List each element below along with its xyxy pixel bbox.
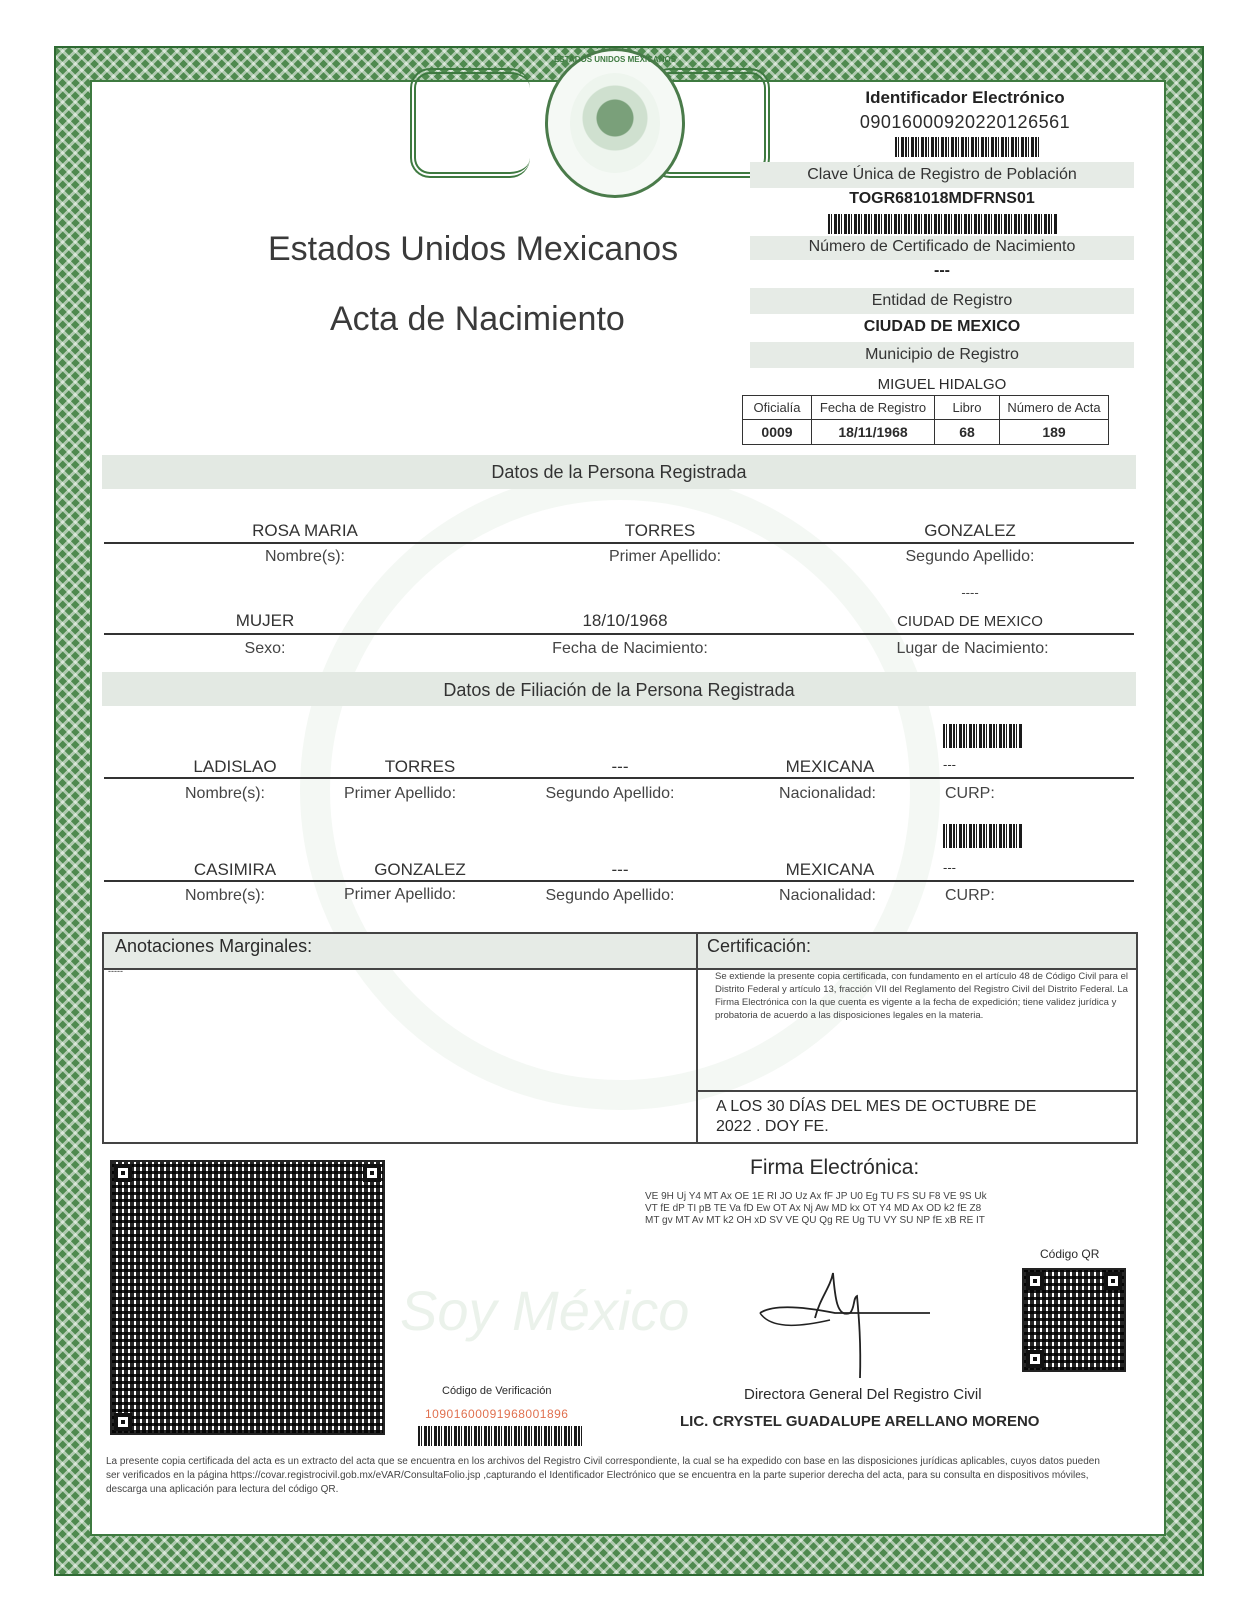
identificador-value: 09016000920220126561: [859, 112, 1071, 132]
left-scroll-ornament: [410, 68, 530, 178]
madre-nacionalidad-label: Nacionalidad:: [779, 887, 876, 904]
padre-curp: ---: [943, 757, 956, 772]
box-divider: [696, 932, 698, 1144]
oficialia-header: Oficialía: [743, 396, 812, 420]
madre-nombre: CASIMIRA: [193, 860, 277, 879]
madre-segundo-apellido: ---: [611, 860, 629, 879]
padre-line: [104, 777, 1134, 779]
firma-line-1: VE 9H Uj Y4 MT Ax OE 1E RI JO Uz Ax fF JP U0 Eg TU FS SU F8 VE 9S Uk: [645, 1191, 987, 1202]
persona-sexo-label: Sexo:: [244, 640, 286, 657]
anotaciones-content: -----: [108, 966, 123, 976]
padre-nacionalidad-label: Nacionalidad:: [779, 785, 876, 802]
small-qr-code: [1022, 1268, 1126, 1372]
certificacion-title: Certificación:: [707, 936, 812, 956]
persona-fecha-nacimiento: 18/10/1968: [582, 611, 668, 630]
oficialia-value: 0009: [743, 420, 812, 445]
persona-segundo-apellido: GONZALEZ: [924, 521, 1016, 540]
firma-nombre: LIC. CRYSTEL GUADALUPE ARELLANO MORENO: [680, 1413, 1040, 1430]
persona-lugar-nacimiento: CIUDAD DE MEXICO: [897, 613, 1043, 630]
entidad-value: CIUDAD DE MEXICO: [863, 318, 1021, 335]
padre-primer-apellido-label: Primer Apellido:: [343, 785, 457, 802]
identificador-barcode: [895, 137, 1040, 157]
madre-segundo-apellido-label: Segundo Apellido:: [545, 887, 675, 904]
watermark-soy-mexico: Soy México: [400, 1279, 690, 1342]
padre-primer-apellido: TORRES: [384, 757, 456, 776]
madre-curp-barcode: [943, 824, 1023, 848]
persona-line-1: [104, 542, 1134, 544]
fecha-registro-header: Fecha de Registro: [812, 396, 935, 420]
national-emblem: [410, 48, 770, 208]
padre-segundo-apellido-label: Segundo Apellido:: [545, 785, 675, 802]
firma-title: Firma Electrónica:: [750, 1156, 920, 1179]
qr-label: Código QR: [1040, 1247, 1100, 1261]
coat-of-arms-icon: [545, 48, 685, 198]
large-qr-code: [110, 1160, 385, 1435]
persona-segundo-apellido-label: Segundo Apellido:: [905, 548, 1035, 565]
certificado-label: Número de Certificado de Nacimiento: [808, 238, 1076, 255]
persona-primer-apellido: TORRES: [624, 521, 696, 540]
padre-nombre-label: Nombre(s):: [184, 785, 265, 802]
firma-line-3: MT gv MT Av MT k2 OH xD SV VE QU Qg RE Ug TU VY SU NP fE xB RE IT: [645, 1215, 985, 1226]
madre-curp-label: CURP:: [945, 887, 995, 904]
curp-label: Clave Única de Registro de Población: [807, 166, 1077, 183]
madre-primer-apellido-label: Primer Apellido:: [343, 886, 457, 903]
country-title: Estados Unidos Mexicanos: [268, 230, 679, 268]
persona-fecha-label: Fecha de Nacimiento:: [552, 640, 708, 657]
anotaciones-title: Anotaciones Marginales:: [115, 936, 313, 956]
filiacion-section-title: Datos de Filiación de la Persona Registrada: [443, 680, 795, 700]
padre-nombre: LADISLAO: [193, 757, 277, 776]
madre-nacionalidad: MEXICANA: [785, 860, 875, 879]
padre-curp-label: CURP:: [945, 785, 995, 802]
verificacion-code: 10901600091968001896: [425, 1407, 569, 1421]
firma-cargo: Directora General Del Registro Civil: [744, 1386, 982, 1403]
persona-lugar-label: Lugar de Nacimiento:: [896, 640, 1049, 657]
madre-nombre-label: Nombre(s):: [184, 887, 265, 904]
persona-primer-apellido-label: Primer Apellido:: [608, 548, 722, 565]
firma-line-2: VT fE dP TI pB TE Va fD Ew OT Ax Nj Aw MD kx OT Y4 MD Ax OD k2 fE Z8: [645, 1203, 982, 1214]
certificacion-fecha-line2: 2022 . DOY FE.: [716, 1118, 829, 1135]
padre-segundo-apellido: ---: [611, 757, 629, 776]
registro-table: [742, 395, 1109, 445]
document-title: Acta de Nacimiento: [330, 300, 625, 338]
persona-dash: ----: [961, 585, 979, 600]
municipio-value: MIGUEL HIDALGO: [877, 376, 1007, 393]
certificacion-inner-line: [698, 1090, 1136, 1092]
municipio-label: Municipio de Registro: [865, 346, 1019, 363]
certificacion-text: Se extiende la presente copia certificada, con fundamento en el artículo 48 de Código Civil para el Distrito Federal y artículo 13, fracción VII del Reglamento del Registro Civil del Distrito Federal. La Firma Electrónica con la que cuenta es vigente a la fecha de expedición; tiene validez jurídica y probatoria de acuerdo a las disposiciones legales en la materia.: [715, 971, 1128, 1021]
persona-line-2: [104, 633, 1134, 635]
madre-line: [104, 880, 1134, 882]
footer-text: La presente copia certificada del acta es un extracto del acta que se encuentra en los archivos del Registro Civil correspondiente, la cual se ha expedido con base en las disposiciones jurídicas aplicables, cuyos datos pueden ser verificados en la página https://covar.registrocivil.gob.mx/eVAR/ConsultaFolio.jsp ,capturando el Identificador Electrónico que se encuentra en la parte superior derecha del acta, para su consulta en dispositivos móviles, descarga una aplicación para lectura del código QR.: [106, 1456, 1100, 1495]
signature-icon: [755, 1258, 940, 1383]
firma-string: [645, 1191, 987, 1227]
entidad-label: Entidad de Registro: [871, 292, 1013, 309]
persona-nombre-label: Nombre(s):: [264, 548, 345, 565]
madre-primer-apellido: GONZALEZ: [374, 860, 466, 879]
persona-section-title: Datos de la Persona Registrada: [491, 462, 747, 482]
certificacion-fecha-line1: A LOS 30 DÍAS DEL MES DE OCTUBRE DE: [716, 1098, 1037, 1115]
libro-value: 68: [935, 420, 1000, 445]
curp-value: TOGR681018MDFRNS01: [849, 190, 1035, 207]
madre-curp: ---: [943, 860, 956, 875]
certificado-value: ---: [934, 262, 950, 279]
identificador-label: Identificador Electrónico: [865, 88, 1065, 107]
padre-nacionalidad: MEXICANA: [785, 757, 875, 776]
libro-header: Libro: [935, 396, 1000, 420]
padre-curp-barcode: [943, 724, 1023, 748]
seal-text: ESTADOS UNIDOS MEXICANOS: [553, 55, 677, 64]
persona-nombre: ROSA MARIA: [252, 521, 358, 540]
curp-barcode: [828, 214, 1058, 234]
verificacion-barcode: [418, 1426, 584, 1446]
numero-acta-value: 189: [1000, 420, 1109, 445]
numero-acta-header: Número de Acta: [1000, 396, 1109, 420]
persona-sexo: MUJER: [235, 611, 295, 630]
verificacion-label: Código de Verificación: [442, 1385, 552, 1397]
fecha-registro-value: 18/11/1968: [812, 420, 935, 445]
